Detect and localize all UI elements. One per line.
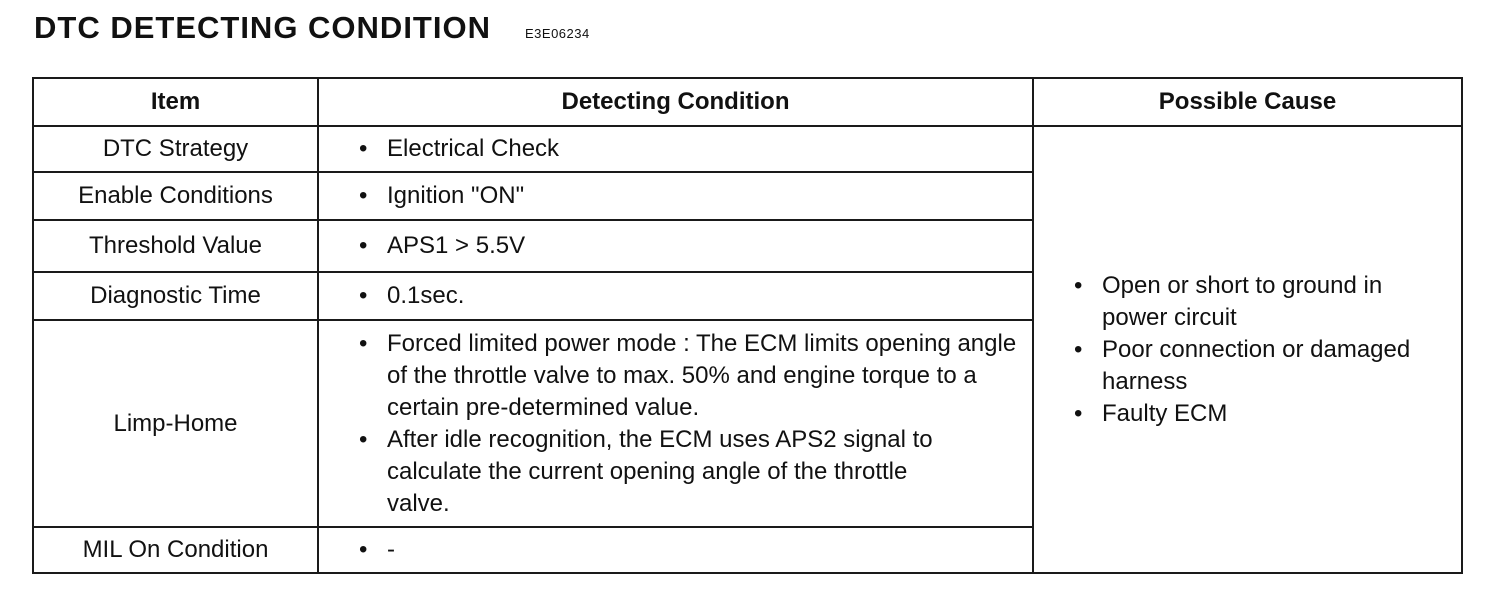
possible-cause-cell (1033, 126, 1462, 573)
row-condition-limp-home (318, 320, 1033, 527)
column-header-item: Item (33, 78, 318, 126)
dtc-condition-table (32, 77, 1463, 574)
cause-bullet: • Faulty ECM (1072, 398, 1453, 430)
row-condition-dtc-strategy (318, 126, 1033, 172)
row-condition-mil-on-condition (318, 527, 1033, 573)
condition-bullet: • Forced limited power mode : The ECM limits opening angle of the throttle valve to max. 50% and engine torque to a certain pre-determined value. (357, 328, 1024, 424)
row-condition-diagnostic-time (318, 272, 1033, 320)
section-heading (34, 10, 590, 46)
row-item-limp-home: Limp-Home (33, 320, 318, 527)
table-row (33, 126, 1462, 172)
column-header-cause: Possible Cause (1033, 78, 1462, 126)
row-condition-threshold-value (318, 220, 1033, 272)
row-item-mil-on-condition: MIL On Condition (33, 527, 318, 573)
condition-bullet: • After idle recognition, the ECM uses APS2 signal to calculate the current opening angle of the throttle valve. (357, 424, 1024, 520)
page-title: DTC DETECTING CONDITION (34, 10, 491, 45)
row-item-dtc-strategy: DTC Strategy (33, 126, 318, 172)
condition-bullet: • - (357, 534, 1024, 566)
row-item-threshold-value: Threshold Value (33, 220, 318, 272)
row-item-diagnostic-time: Diagnostic Time (33, 272, 318, 320)
condition-bullet: • APS1 > 5.5V (357, 230, 1024, 262)
table-header-row (33, 78, 1462, 126)
cause-bullet: • Poor connection or damaged harness (1072, 334, 1453, 398)
cause-bullet: • Open or short to ground in power circuit (1072, 270, 1453, 334)
column-header-condition: Detecting Condition (318, 78, 1033, 126)
row-condition-enable-conditions (318, 172, 1033, 220)
condition-bullet: • Electrical Check (357, 133, 1024, 165)
condition-bullet: • 0.1sec. (357, 280, 1024, 312)
row-item-enable-conditions: Enable Conditions (33, 172, 318, 220)
document-code: E3E06234 (525, 26, 590, 41)
condition-bullet: • Ignition "ON" (357, 180, 1024, 212)
